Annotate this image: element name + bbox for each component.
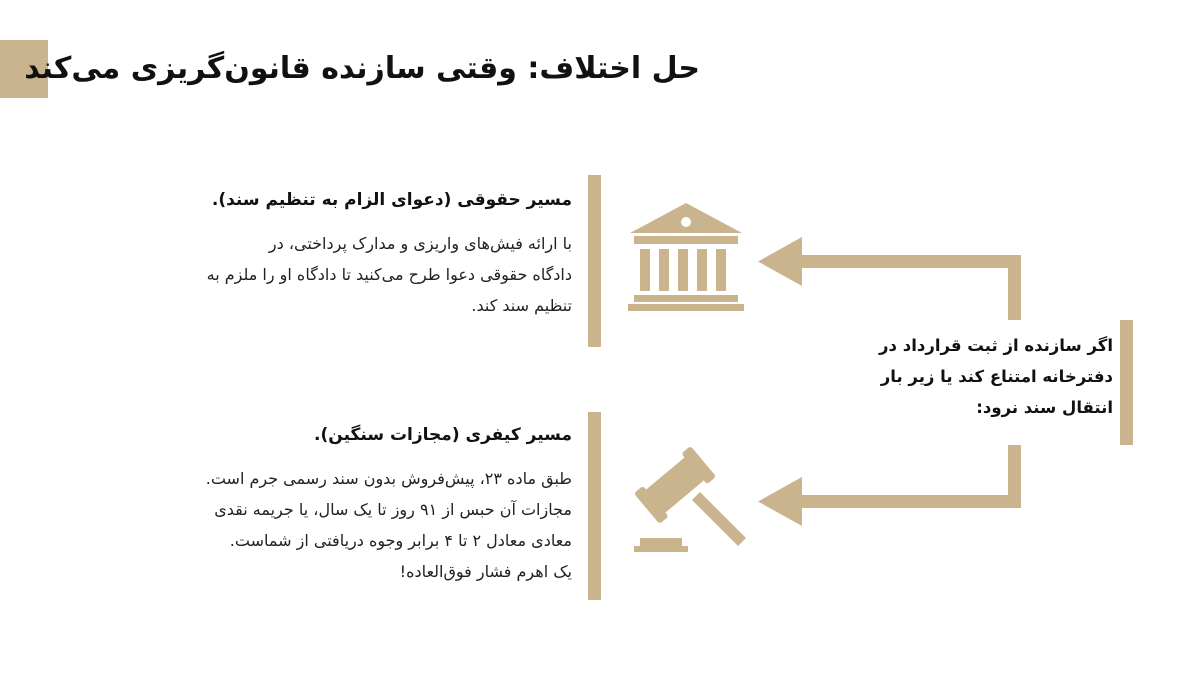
legal-route-heading: مسیر حقوقی (دعوای الزام به تنظیم سند).	[211, 190, 572, 210]
criminal-route-line: معادی معادل ۲ تا ۴ برابر وجوه دریافتی از شماست.	[229, 531, 572, 550]
page-title: حل اختلاف: وقتی سازنده قانون‌گریزی می‌کند	[24, 51, 700, 86]
condition-line: انتقال سند نرود:	[976, 398, 1113, 417]
legal-route-line: دادگاه حقوقی دعوا طرح می‌کنید تا دادگاه او را ملزم به	[206, 265, 572, 284]
legal-route-line: تنظیم سند کند.	[471, 296, 572, 315]
lower-connector-horizontal	[798, 495, 1021, 508]
criminal-route-line: طبق ماده ۲۳، پیش‌فروش بدون سند رسمی جرم است.	[205, 469, 572, 488]
condition-line: دفترخانه امتناع کند یا زیر بار	[880, 367, 1113, 386]
criminal-route-line: یک اهرم فشار فوق‌العاده!	[399, 562, 572, 581]
upper-connector-horizontal	[798, 255, 1021, 268]
criminal-route-line: مجازات آن حبس از ۹۱ روز تا یک سال، یا جریمه نقدی	[214, 500, 572, 519]
legal-route-line: با ارائه فیش‌های واریزی و مدارک پرداختی، در	[268, 234, 572, 253]
lower-arrowhead	[758, 477, 802, 526]
courthouse-icon	[628, 203, 744, 311]
criminal-route-heading: مسیر کیفری (مجازات سنگین).	[314, 425, 572, 445]
gavel-icon	[630, 440, 750, 555]
condition-line: اگر سازنده از ثبت قرارداد در	[879, 336, 1113, 355]
upper-arrowhead	[758, 237, 802, 286]
